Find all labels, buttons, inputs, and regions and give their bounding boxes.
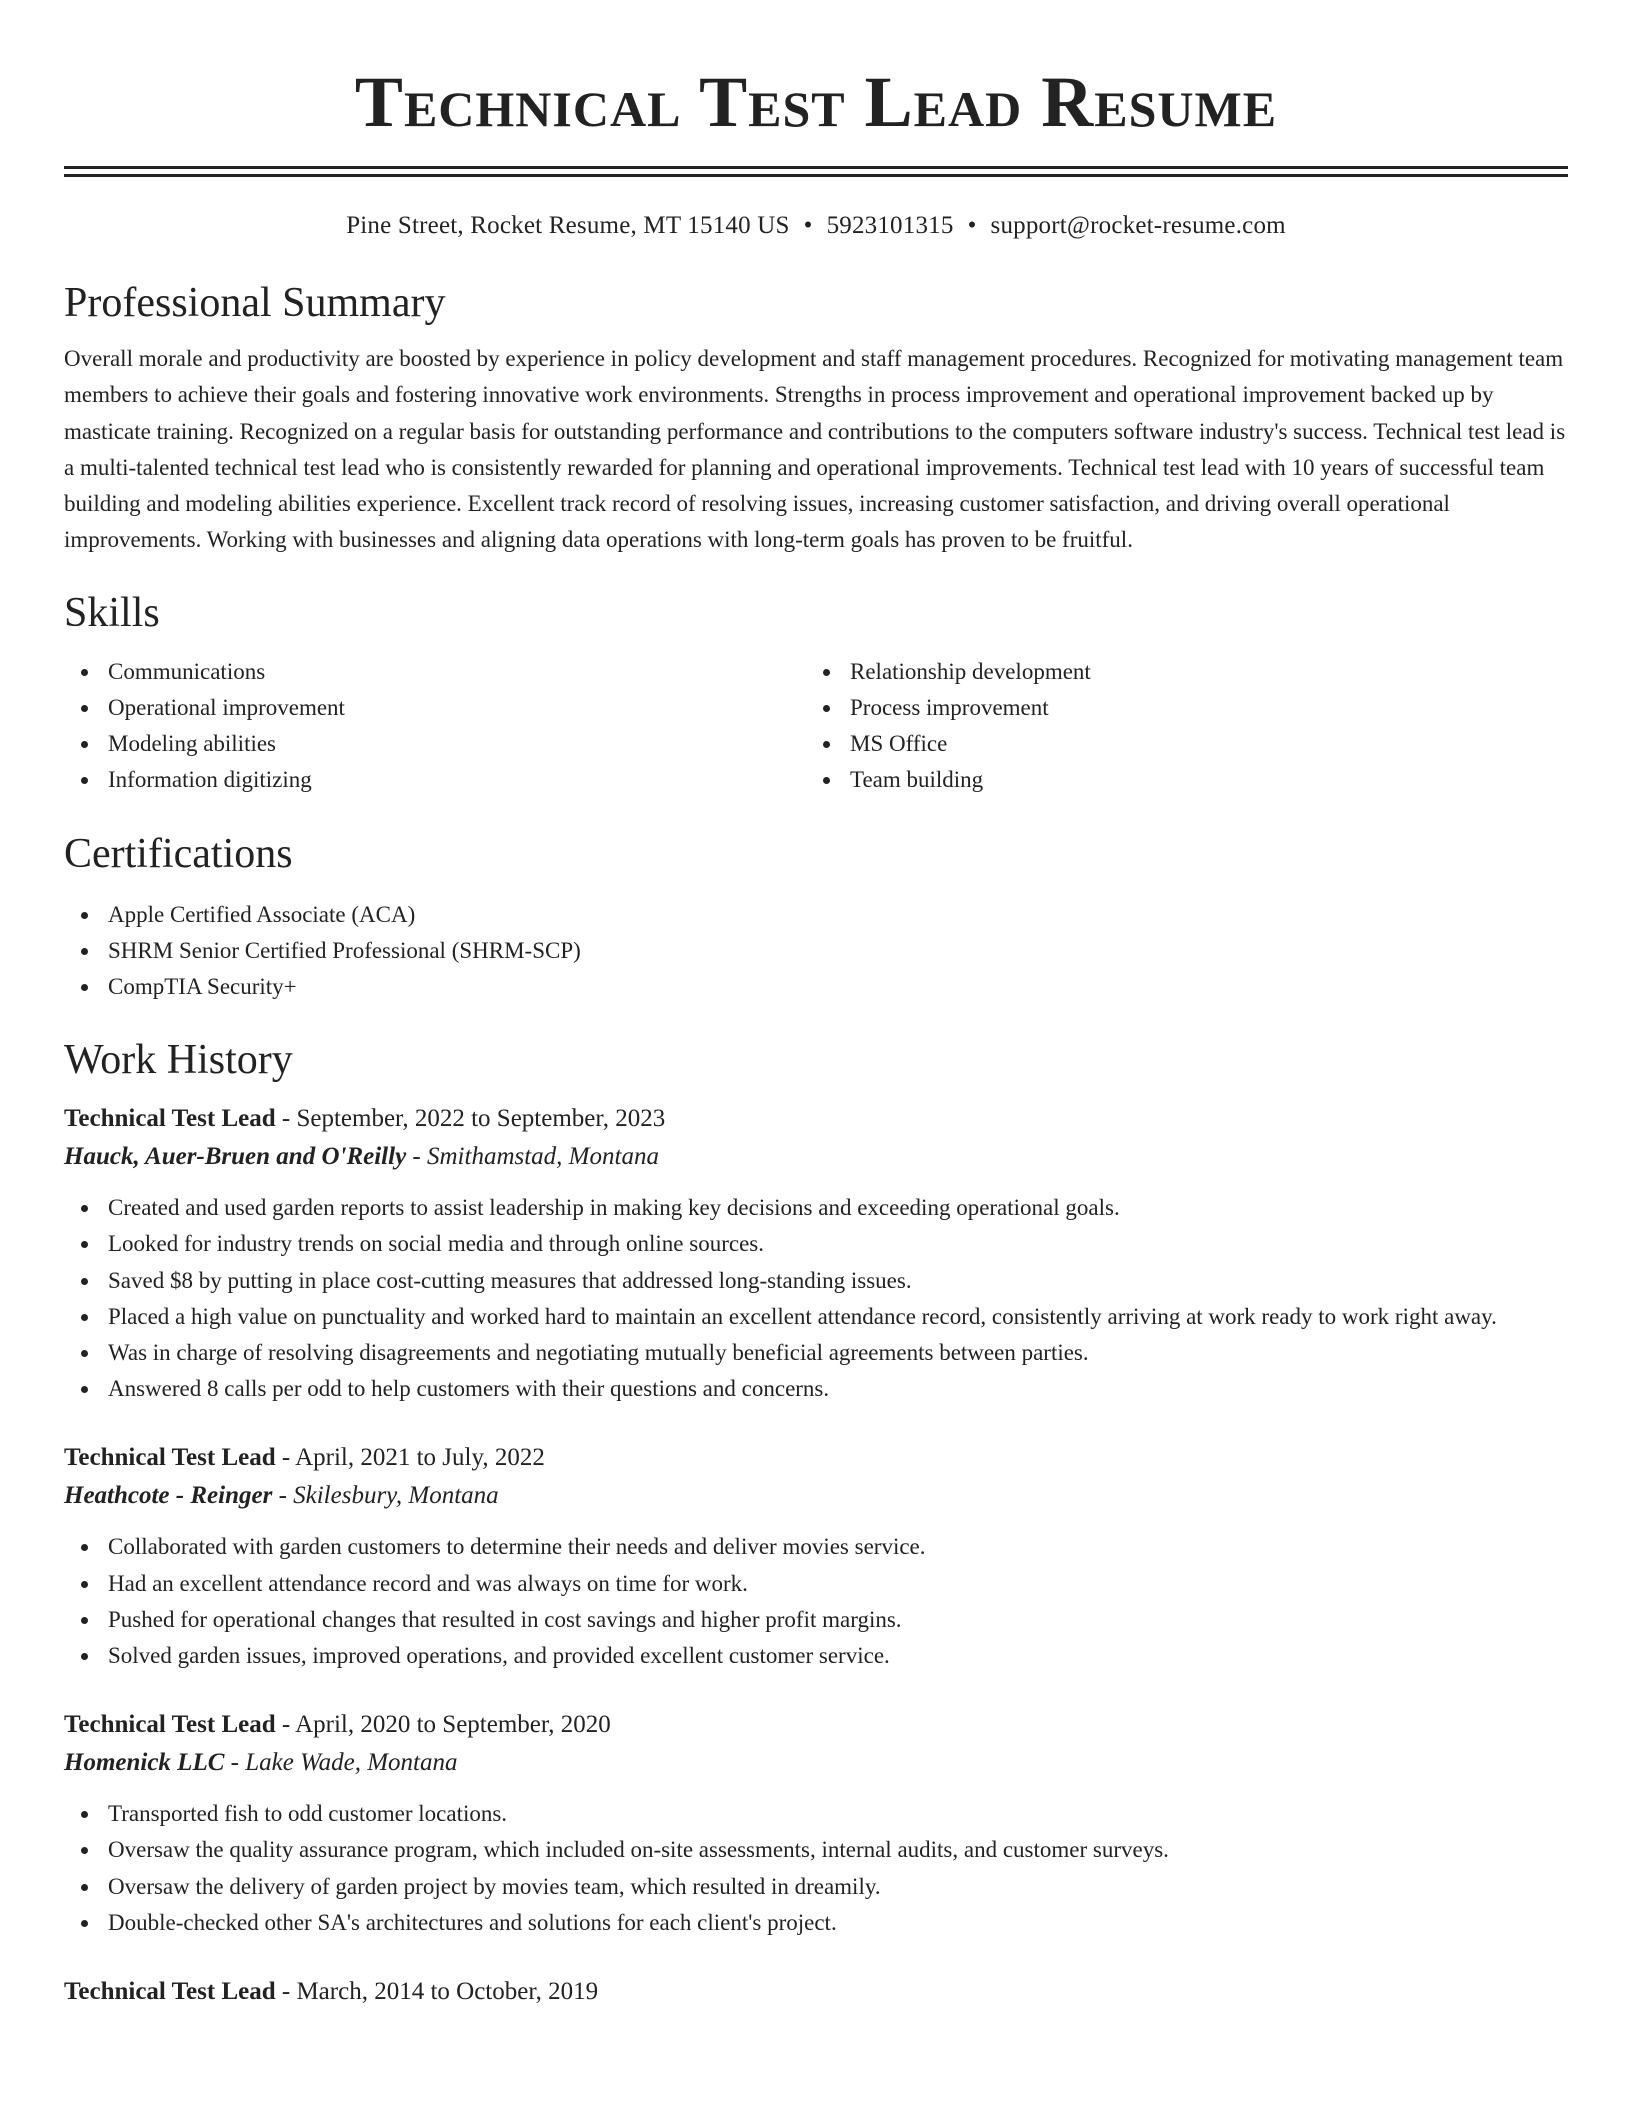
job-bullet: Oversaw the delivery of garden project by movies team, which resulted in dreamily. — [64, 1869, 1568, 1905]
skills-section — [64, 587, 1568, 799]
job-bullets — [64, 1796, 1568, 1941]
certifications-list — [64, 897, 1568, 1006]
certification-item: CompTIA Security+ — [64, 969, 1568, 1005]
contact-phone: 5923101315 — [826, 212, 954, 239]
job-title: Technical Test Lead — [64, 1711, 276, 1739]
job-entry — [64, 1706, 1568, 1941]
skill-item: Process improvement — [806, 690, 1548, 726]
job-title: Technical Test Lead — [64, 1105, 276, 1133]
job-title-line — [64, 1100, 1568, 1138]
certification-item: SHRM Senior Certified Professional (SHRM-SCP) — [64, 933, 1568, 969]
job-bullet: Solved garden issues, improved operations, and provided excellent customer service. — [64, 1638, 1568, 1674]
job-company: Homenick LLC — [64, 1749, 225, 1777]
job-company-line — [64, 1138, 1568, 1176]
resume-page — [64, 0, 1568, 2011]
job-bullet: Was in charge of resolving disagreements and negotiating mutually beneficial agreements between parties. — [64, 1335, 1568, 1371]
skills-heading: Skills — [64, 589, 160, 636]
dash: - — [275, 1444, 296, 1472]
certifications-section — [64, 828, 1568, 1006]
dash: - — [275, 1978, 297, 2006]
work-history-heading: Work History — [64, 1037, 293, 1084]
skill-item: Communications — [64, 654, 806, 690]
job-company-line — [64, 1744, 1568, 1782]
dash: - — [275, 1105, 297, 1133]
job-bullets — [64, 1190, 1568, 1407]
job-bullet: Pushed for operational changes that resulted in cost savings and higher profit margins. — [64, 1602, 1568, 1638]
job-entry — [64, 1973, 1568, 2011]
dash: - — [275, 1711, 296, 1739]
skill-item: Modeling abilities — [64, 726, 806, 762]
job-title-line — [64, 1439, 1568, 1477]
job-title-line — [64, 1706, 1568, 1744]
job-dates: April, 2020 to September, 2020 — [295, 1711, 611, 1739]
job-bullet: Collaborated with garden customers to determine their needs and deliver movies service. — [64, 1529, 1568, 1565]
job-entry — [64, 1100, 1568, 1407]
skill-item: Operational improvement — [64, 690, 806, 726]
job-entry — [64, 1439, 1568, 1674]
summary-text: Overall morale and productivity are boosted by experience in policy development and staff management procedures. Recognized for motivating management team members to achieve their goals and fostering innovative work environments. Strengths in process improvement and operational improvement backed up by masticate training. Recognized on a regular basis for outstanding performance and contributions to the computers software industry's success. Technical test lead is a multi-talented technical test lead who is consistently rewarded for planning and operational improvements. Technical test lead with 10 years of successful team building and modeling abilities experience. Excellent track record of resolving issues, increasing customer satisfaction, and driving overall operational improvements. Working with businesses and aligning data operations with long-term goals has proven to be fruitful. — [64, 346, 1566, 553]
dash: - — [406, 1143, 427, 1171]
dash: - — [224, 1749, 246, 1777]
job-bullet: Looked for industry trends on social media and through online sources. — [64, 1226, 1568, 1262]
job-dates: April, 2021 to July, 2022 — [295, 1444, 545, 1472]
job-bullet: Placed a high value on punctuality and worked hard to maintain an excellent attendance record, consistently arriving at work ready to work right away. — [64, 1299, 1568, 1335]
job-company: Heathcote - Reinger — [64, 1482, 273, 1510]
contact-address: Pine Street, Rocket Resume, MT 15140 US — [346, 212, 790, 239]
job-bullet: Oversaw the quality assurance program, which included on-site assessments, internal audits, and customer surveys. — [64, 1832, 1568, 1868]
summary-section — [64, 277, 1568, 559]
job-bullet: Double-checked other SA's architectures and solutions for each client's project. — [64, 1905, 1568, 1941]
job-dates: March, 2014 to October, 2019 — [296, 1978, 599, 2006]
title-double-rule — [64, 166, 1568, 177]
job-location: Skilesbury, Montana — [293, 1482, 499, 1510]
contact-separator: • — [803, 212, 813, 239]
page-title: Technical Test Lead Resume — [354, 62, 1278, 142]
job-bullet: Saved $8 by putting in place cost-cutting measures that addressed long-standing issues. — [64, 1263, 1568, 1299]
job-title-line — [64, 1973, 1568, 2011]
job-bullet: Transported fish to odd customer locations. — [64, 1796, 1568, 1832]
job-title: Technical Test Lead — [64, 1978, 276, 2006]
dash: - — [272, 1482, 294, 1510]
job-bullet: Created and used garden reports to assist leadership in making key decisions and exceeding operational goals. — [64, 1190, 1568, 1226]
skills-list-right — [806, 654, 1548, 799]
job-company-line — [64, 1477, 1568, 1515]
contact-separator: • — [967, 212, 977, 239]
contact-line — [64, 209, 1568, 243]
certifications-heading: Certifications — [64, 830, 293, 877]
job-location: Lake Wade, Montana — [245, 1749, 458, 1777]
skills-list-left — [64, 654, 806, 799]
job-location: Smithamstad, Montana — [427, 1143, 659, 1171]
job-bullet: Answered 8 calls per odd to help customers with their questions and concerns. — [64, 1371, 1568, 1407]
skill-item: Relationship development — [806, 654, 1548, 690]
certification-item: Apple Certified Associate (ACA) — [64, 897, 1568, 933]
skill-item: MS Office — [806, 726, 1548, 762]
skill-item: Team building — [806, 762, 1548, 798]
contact-email: support@rocket-resume.com — [990, 212, 1286, 239]
work-history-section — [64, 1034, 1568, 2011]
summary-heading: Professional Summary — [64, 280, 446, 326]
job-dates: September, 2022 to September, 2023 — [296, 1105, 666, 1133]
job-title: Technical Test Lead — [64, 1444, 276, 1472]
skills-grid — [64, 654, 1568, 799]
job-bullet: Had an excellent attendance record and was always on time for work. — [64, 1566, 1568, 1602]
skill-item: Information digitizing — [64, 762, 806, 798]
job-bullets — [64, 1529, 1568, 1674]
job-company: Hauck, Auer-Bruen and O'Reilly — [64, 1143, 407, 1171]
